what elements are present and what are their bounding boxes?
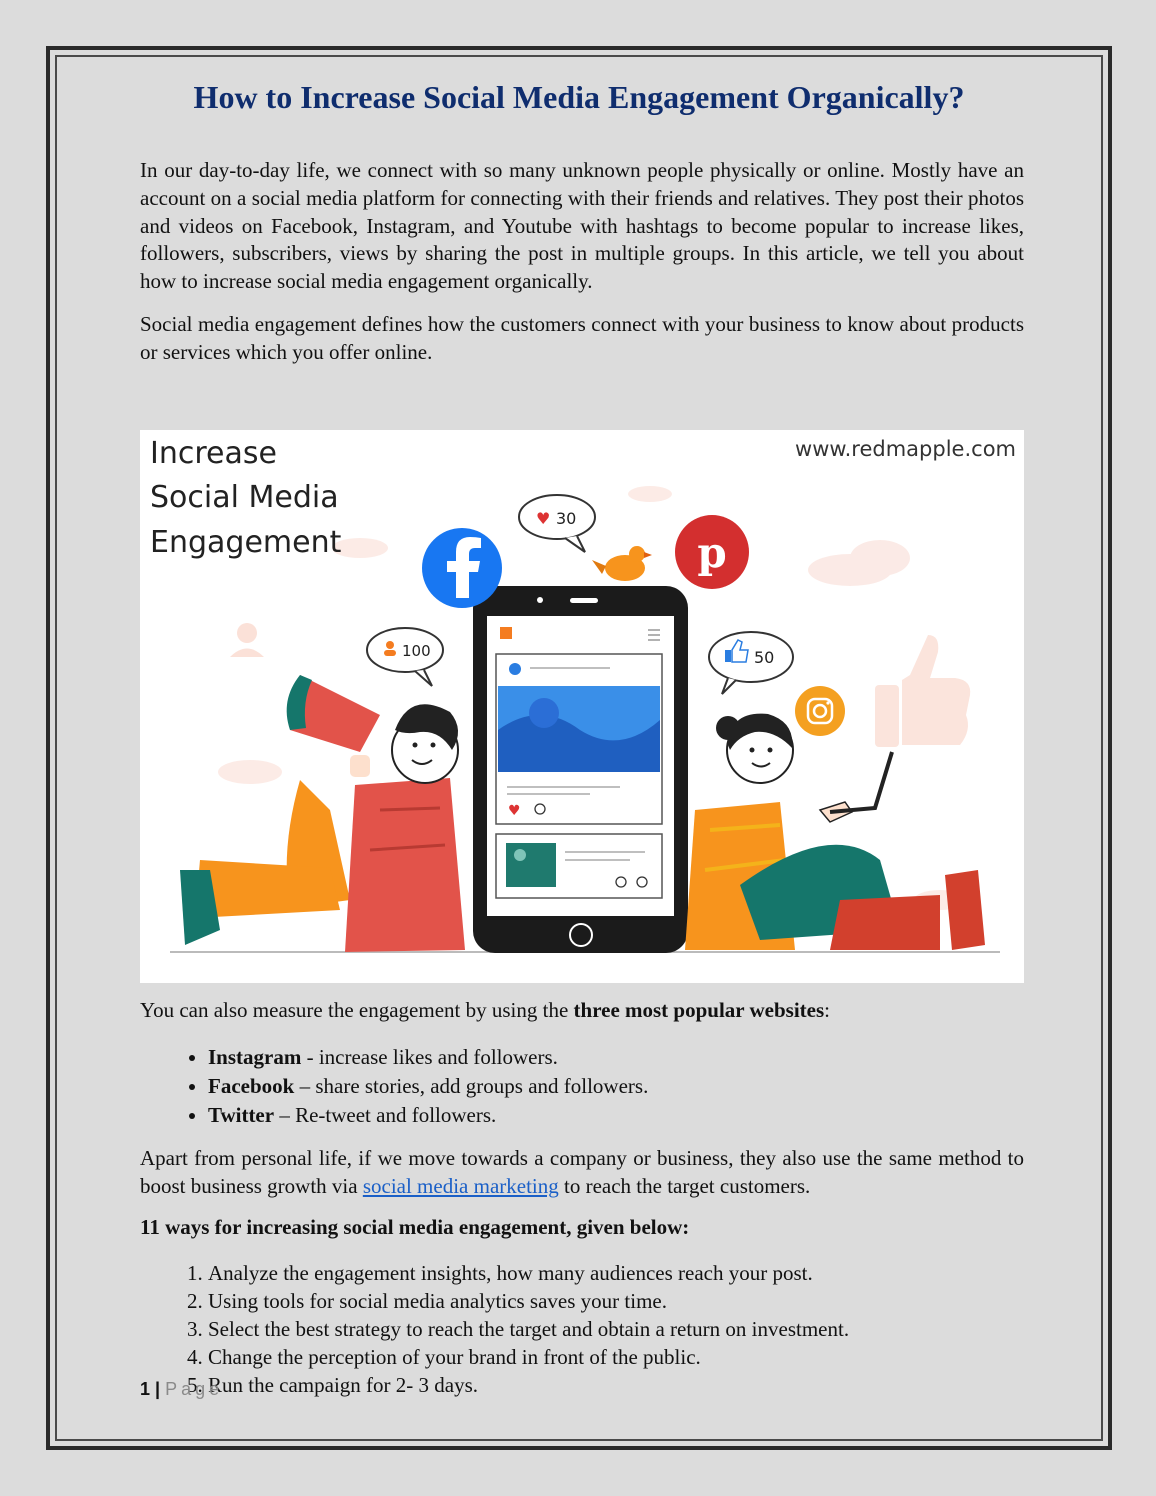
illustration (140, 430, 1024, 983)
thumbs-up-icon (725, 650, 731, 662)
decor-person-icon (230, 623, 264, 657)
ways-list (140, 1259, 849, 1399)
sites-list (140, 1043, 648, 1130)
likes-count: 30 (556, 509, 577, 528)
phone-heart-icon: ♥ (508, 803, 521, 819)
page-number: 1 (140, 1379, 151, 1399)
list-item (208, 1043, 648, 1072)
list-item: 2. Using tools for social media analytics saves your time. (208, 1287, 849, 1315)
measure-suffix: : (824, 998, 830, 1022)
page-footer (140, 1379, 223, 1400)
thumbs-bubble (709, 632, 793, 694)
site-desc: – Re-tweet and followers. (274, 1103, 497, 1127)
business-after: to reach the target customers. (558, 1173, 811, 1198)
decor-thumbs-icon (875, 635, 970, 747)
likes-heart-icon: ♥ (536, 509, 551, 528)
page-inner-border (55, 55, 1103, 1441)
illus-heading-line1: Increase (150, 436, 277, 471)
measure-prefix: You can also measure the engagement by using the (140, 998, 574, 1022)
page-frame (46, 46, 1112, 1450)
page-title: How to Increase Social Media Engagement Organically? (193, 79, 965, 115)
woman-figure (685, 714, 985, 950)
page-label: Page (165, 1379, 224, 1399)
site-desc: - increase likes and followers. (301, 1045, 558, 1069)
list-item: 3. Select the best strategy to reach the target and obtain a return on investment. (208, 1315, 849, 1343)
illus-site: www.redmapple.com (795, 437, 1016, 461)
footer-separator: | (155, 1379, 161, 1399)
facebook-icon (422, 528, 502, 608)
list-item: 4. Change the perception of your brand in front of the public. (208, 1343, 849, 1371)
social-media-marketing-link[interactable]: social media marketing (362, 1173, 559, 1198)
site-name: Facebook (208, 1074, 295, 1098)
likes-bubble (519, 495, 595, 552)
illustration-graphic (140, 430, 1024, 983)
followers-bubble (367, 628, 443, 686)
list-item (208, 1101, 648, 1130)
business-paragraph (140, 1145, 1024, 1201)
thumbs-count: 50 (754, 648, 775, 667)
site-name: Instagram (208, 1045, 302, 1069)
measure-paragraph (140, 997, 830, 1025)
ways-heading: 11 ways for increasing social media engagement, given below: (140, 1215, 690, 1239)
man-figure (180, 675, 465, 952)
list-item (208, 1072, 648, 1101)
instagram-icon (795, 686, 845, 736)
svg-text:p: p (697, 528, 727, 577)
list-item: 5. Run the campaign for 2- 3 days. (208, 1371, 849, 1399)
site-name: Twitter (208, 1103, 275, 1127)
phone (473, 586, 688, 953)
definition-paragraph: Social media engagement defines how the customers connect with your business to know about products or services which you offer online. (140, 312, 1024, 364)
followers-count: 100 (402, 642, 431, 660)
bird (592, 546, 652, 581)
illus-heading-line3: Engagement (150, 525, 342, 560)
business-before: Apart from personal life, if we move towards a company or business, they also use the same method to boost business growth via (140, 1146, 1024, 1198)
site-desc: – share stories, add groups and followers. (294, 1074, 649, 1098)
list-item: 1. Analyze the engagement insights, how many audiences reach your post. (208, 1259, 849, 1287)
intro-paragraph: In our day-to-day life, we connect with so many unknown people physically or online. Mostly have an account on a social media platform for connecting with their friends and relatives. They post their photos and videos on Facebook, Instagram, and Youtube with hashtags to become popular to increase likes, followers, subscribers, views by sharing the post in multiple groups. In this article, we tell you about how to increase social media engagement organically. (140, 158, 1024, 294)
pinterest-icon (675, 515, 749, 589)
followers-person-icon (386, 641, 394, 649)
measure-bold: three most popular websites (573, 998, 825, 1022)
illus-heading-line2: Social Media (150, 480, 339, 515)
